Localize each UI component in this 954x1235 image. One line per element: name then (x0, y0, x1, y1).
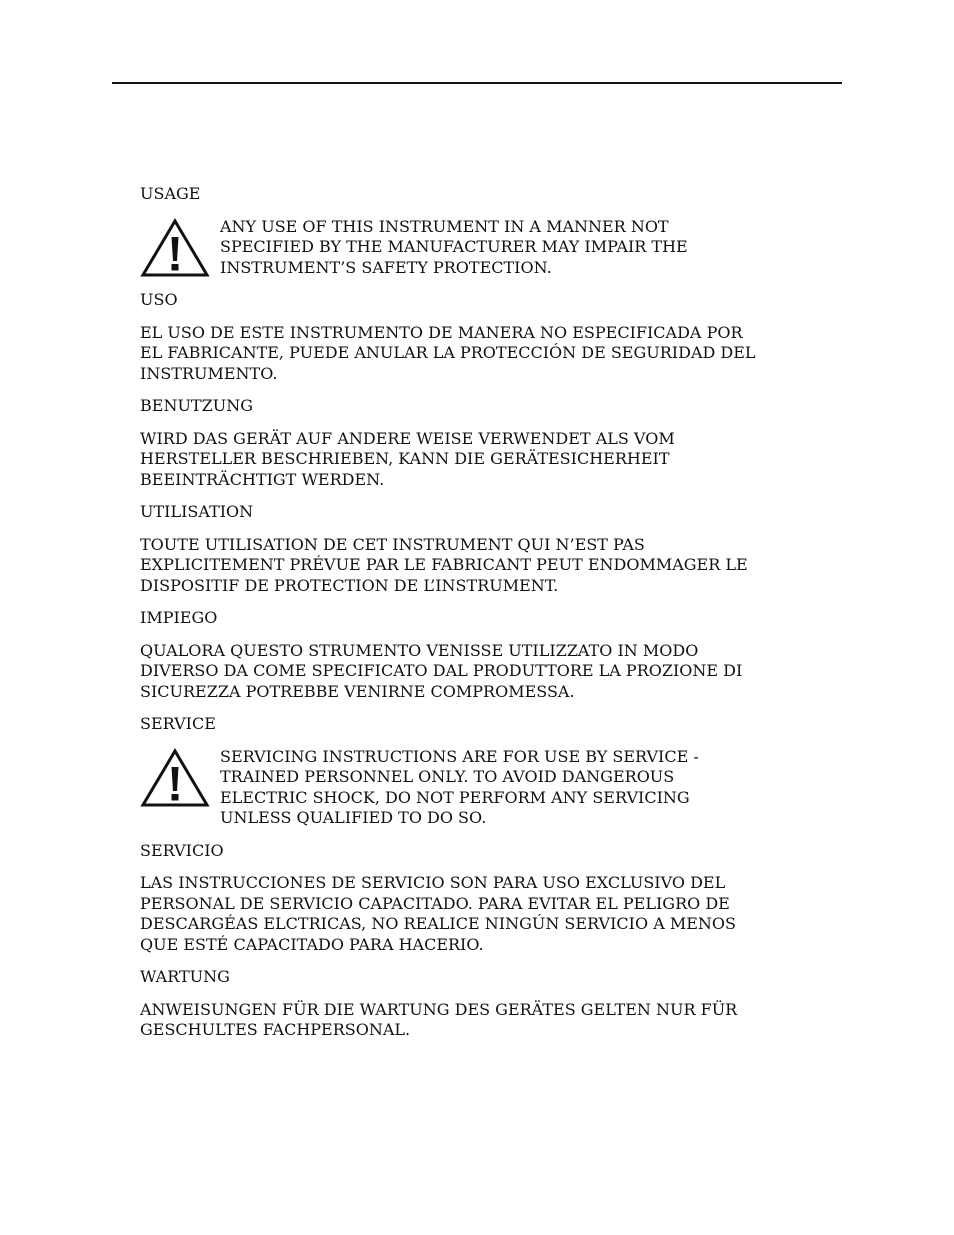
warning-triangle-icon (140, 747, 210, 809)
service-warning (140, 747, 760, 829)
servicio-text: LAS INSTRUCCIONES DE SERVICIO SON PARA USO EXCLUSIVO DEL PERSONAL DE SERVICIO CAPACITADO. PARA EVITAR EL PELIGRO DE DESCARGÉAS ELCTRICAS, NO REALICE NINGÚN SERVICIO A MENOS QUE ESTÉ CAPACITADO PARA HACERIO. (140, 873, 736, 954)
wartung-text: ANWEISUNGEN FÜR DIE WARTUNG DES GERÄTES GELTEN NUR FÜR GESCHULTES FACHPERSONAL. (140, 999, 738, 1039)
usage-text: ANY USE OF THIS INSTRUMENT IN A MANNER NOT SPECIFIED BY THE MANUFACTURER MAY IMPAIR THE INSTRUMENT’S SAFETY PROTECTION. (220, 216, 688, 277)
utilisation-text: TOUTE UTILISATION DE CET INSTRUMENT QUI N’EST PAS EXPLICITEMENT PRÉVUE PAR LE FABRICANT PEUT ENDOMMAGER LE DISPOSITIF DE PROTECTION DE L’INSTRUMENT. (140, 534, 748, 595)
usage-warning (140, 217, 760, 279)
usage-heading: USAGE (140, 184, 201, 203)
utilisation-heading: UTILISATION (140, 502, 254, 521)
header-rule (112, 82, 842, 84)
impiego-text: QUALORA QUESTO STRUMENTO VENISSE UTILIZZATO IN MODO DIVERSO DA COME SPECIFICATO DAL PRODUTTORE LA PROZIONE DI SICUREZZA POTREBBE VENIRNE COMPROMESSA. (140, 640, 743, 701)
uso-heading: USO (140, 290, 178, 309)
benutzung-text: WIRD DAS GERÄT AUF ANDERE WEISE VERWENDET ALS VOM HERSTELLER BESCHRIEBEN, KANN DIE GERÄTESICHERHEIT BEEINTRÄCHTIGT WERDEN. (140, 428, 675, 489)
service-heading: SERVICE (140, 714, 216, 733)
uso-text: EL USO DE ESTE INSTRUMENTO DE MANERA NO ESPECIFICADA POR EL FABRICANTE, PUEDE ANULAR LA PROTECCIÓN DE SEGURIDAD DEL INSTRUMENTO. (140, 322, 756, 383)
wartung-heading: WARTUNG (140, 967, 230, 986)
impiego-heading: IMPIEGO (140, 608, 218, 627)
service-text: SERVICING INSTRUCTIONS ARE FOR USE BY SERVICE - TRAINED PERSONNEL ONLY. TO AVOID DANGEROUS ELECTRIC SHOCK, DO NOT PERFORM ANY SERVICING UNLESS QUALIFIED TO DO SO. (220, 746, 699, 827)
warning-triangle-icon (140, 217, 210, 279)
benutzung-heading: BENUTZUNG (140, 396, 253, 415)
safety-content (140, 184, 760, 1053)
servicio-heading: SERVICIO (140, 840, 224, 860)
